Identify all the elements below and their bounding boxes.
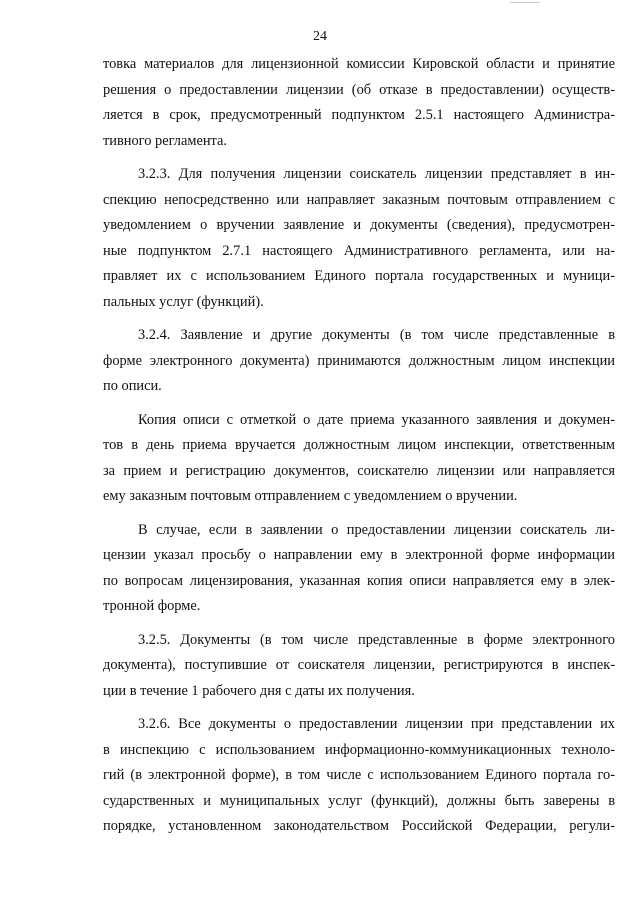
paragraph xyxy=(103,628,615,705)
text-line: цензии указал просьбу о направлении ему в электронной форме информации xyxy=(103,547,615,563)
text-line: спекцию непосредственно или направляет заказным почтовым отправлением с xyxy=(103,191,615,208)
text-line: тивного регламента. xyxy=(103,132,227,149)
text-line: 3.2.5. Документы (в том числе представленные в форме электронного xyxy=(138,631,615,648)
scan-edge-mark xyxy=(510,2,540,3)
text-line: форме электронного документа) принимаются должностным лицом инспекции xyxy=(103,352,615,369)
text-line: ции в течение 1 рабочего дня с даты их получения. xyxy=(103,682,415,699)
text-line: правляет их с использованием Единого портала государственных и муници- xyxy=(103,268,615,284)
paragraph-gap xyxy=(103,704,615,712)
text-line: уведомлением о вручении заявление и документы (сведения), предусмотрен- xyxy=(103,217,615,233)
paragraph-gap xyxy=(103,154,615,162)
document-body xyxy=(103,52,615,840)
text-line: Копия описи с отметкой о дате приема указанного заявления и докумен- xyxy=(138,411,615,428)
paragraph xyxy=(103,518,615,620)
text-line: В случае, если в заявлении о предоставлении лицензии соискатель ли- xyxy=(138,521,615,538)
text-line: ляется в срок, предусмотренный подпунктом 2.5.1 настоящего Администра- xyxy=(103,107,615,123)
text-line: ные подпунктом 2.7.1 настоящего Административного регламента, или на- xyxy=(103,242,615,259)
paragraph-gap xyxy=(103,315,615,323)
text-line: порядке, установленном законодательством Российской Федерации, регули- xyxy=(103,818,615,834)
text-line: в инспекцию с использованием информационно-коммуникационных техноло- xyxy=(103,741,615,758)
text-line: тронной форме. xyxy=(103,598,201,614)
paragraph-gap xyxy=(103,620,615,628)
text-line: сударственных и муниципальных услуг (функций), должны быть заверены в xyxy=(103,792,615,809)
paragraph xyxy=(103,52,615,154)
text-line: за прием и регистрацию документов, соискателю лицензии или направляется xyxy=(103,462,615,479)
page-number: 24 xyxy=(313,29,327,44)
text-line: документа), поступившие от соискателя лицензии, регистрируются в инспек- xyxy=(103,657,615,673)
paragraph xyxy=(103,408,615,510)
paragraph xyxy=(103,323,615,400)
text-line: пальных услуг (функций). xyxy=(103,293,264,310)
paragraph-gap xyxy=(103,400,615,408)
text-line: по вопросам лицензирования, указанная копия описи направляется ему в элек- xyxy=(103,572,615,589)
paragraph xyxy=(103,712,615,840)
text-line: по описи. xyxy=(103,378,162,394)
text-line: тов в день приема вручается должностным лицом инспекции, ответственным xyxy=(103,437,615,453)
text-line: ему заказным почтовым отправлением с уведомлением о вручении. xyxy=(103,488,518,504)
text-line: решения о предоставлении лицензии (об отказе в предоставлении) осуществ- xyxy=(103,81,615,98)
text-line: гий (в электронной форме), в том числе с использованием Единого портала го- xyxy=(103,767,615,783)
text-line: товка материалов для лицензионной комиссии Кировской области и принятие xyxy=(103,56,615,72)
text-line: 3.2.3. Для получения лицензии соискатель лицензии представляет в ин- xyxy=(138,166,615,182)
text-line: 3.2.6. Все документы о предоставлении лицензии при представлении их xyxy=(138,716,615,732)
paragraph xyxy=(103,162,615,315)
paragraph-gap xyxy=(103,510,615,518)
text-line: 3.2.4. Заявление и другие документы (в том числе представленные в xyxy=(138,327,615,343)
